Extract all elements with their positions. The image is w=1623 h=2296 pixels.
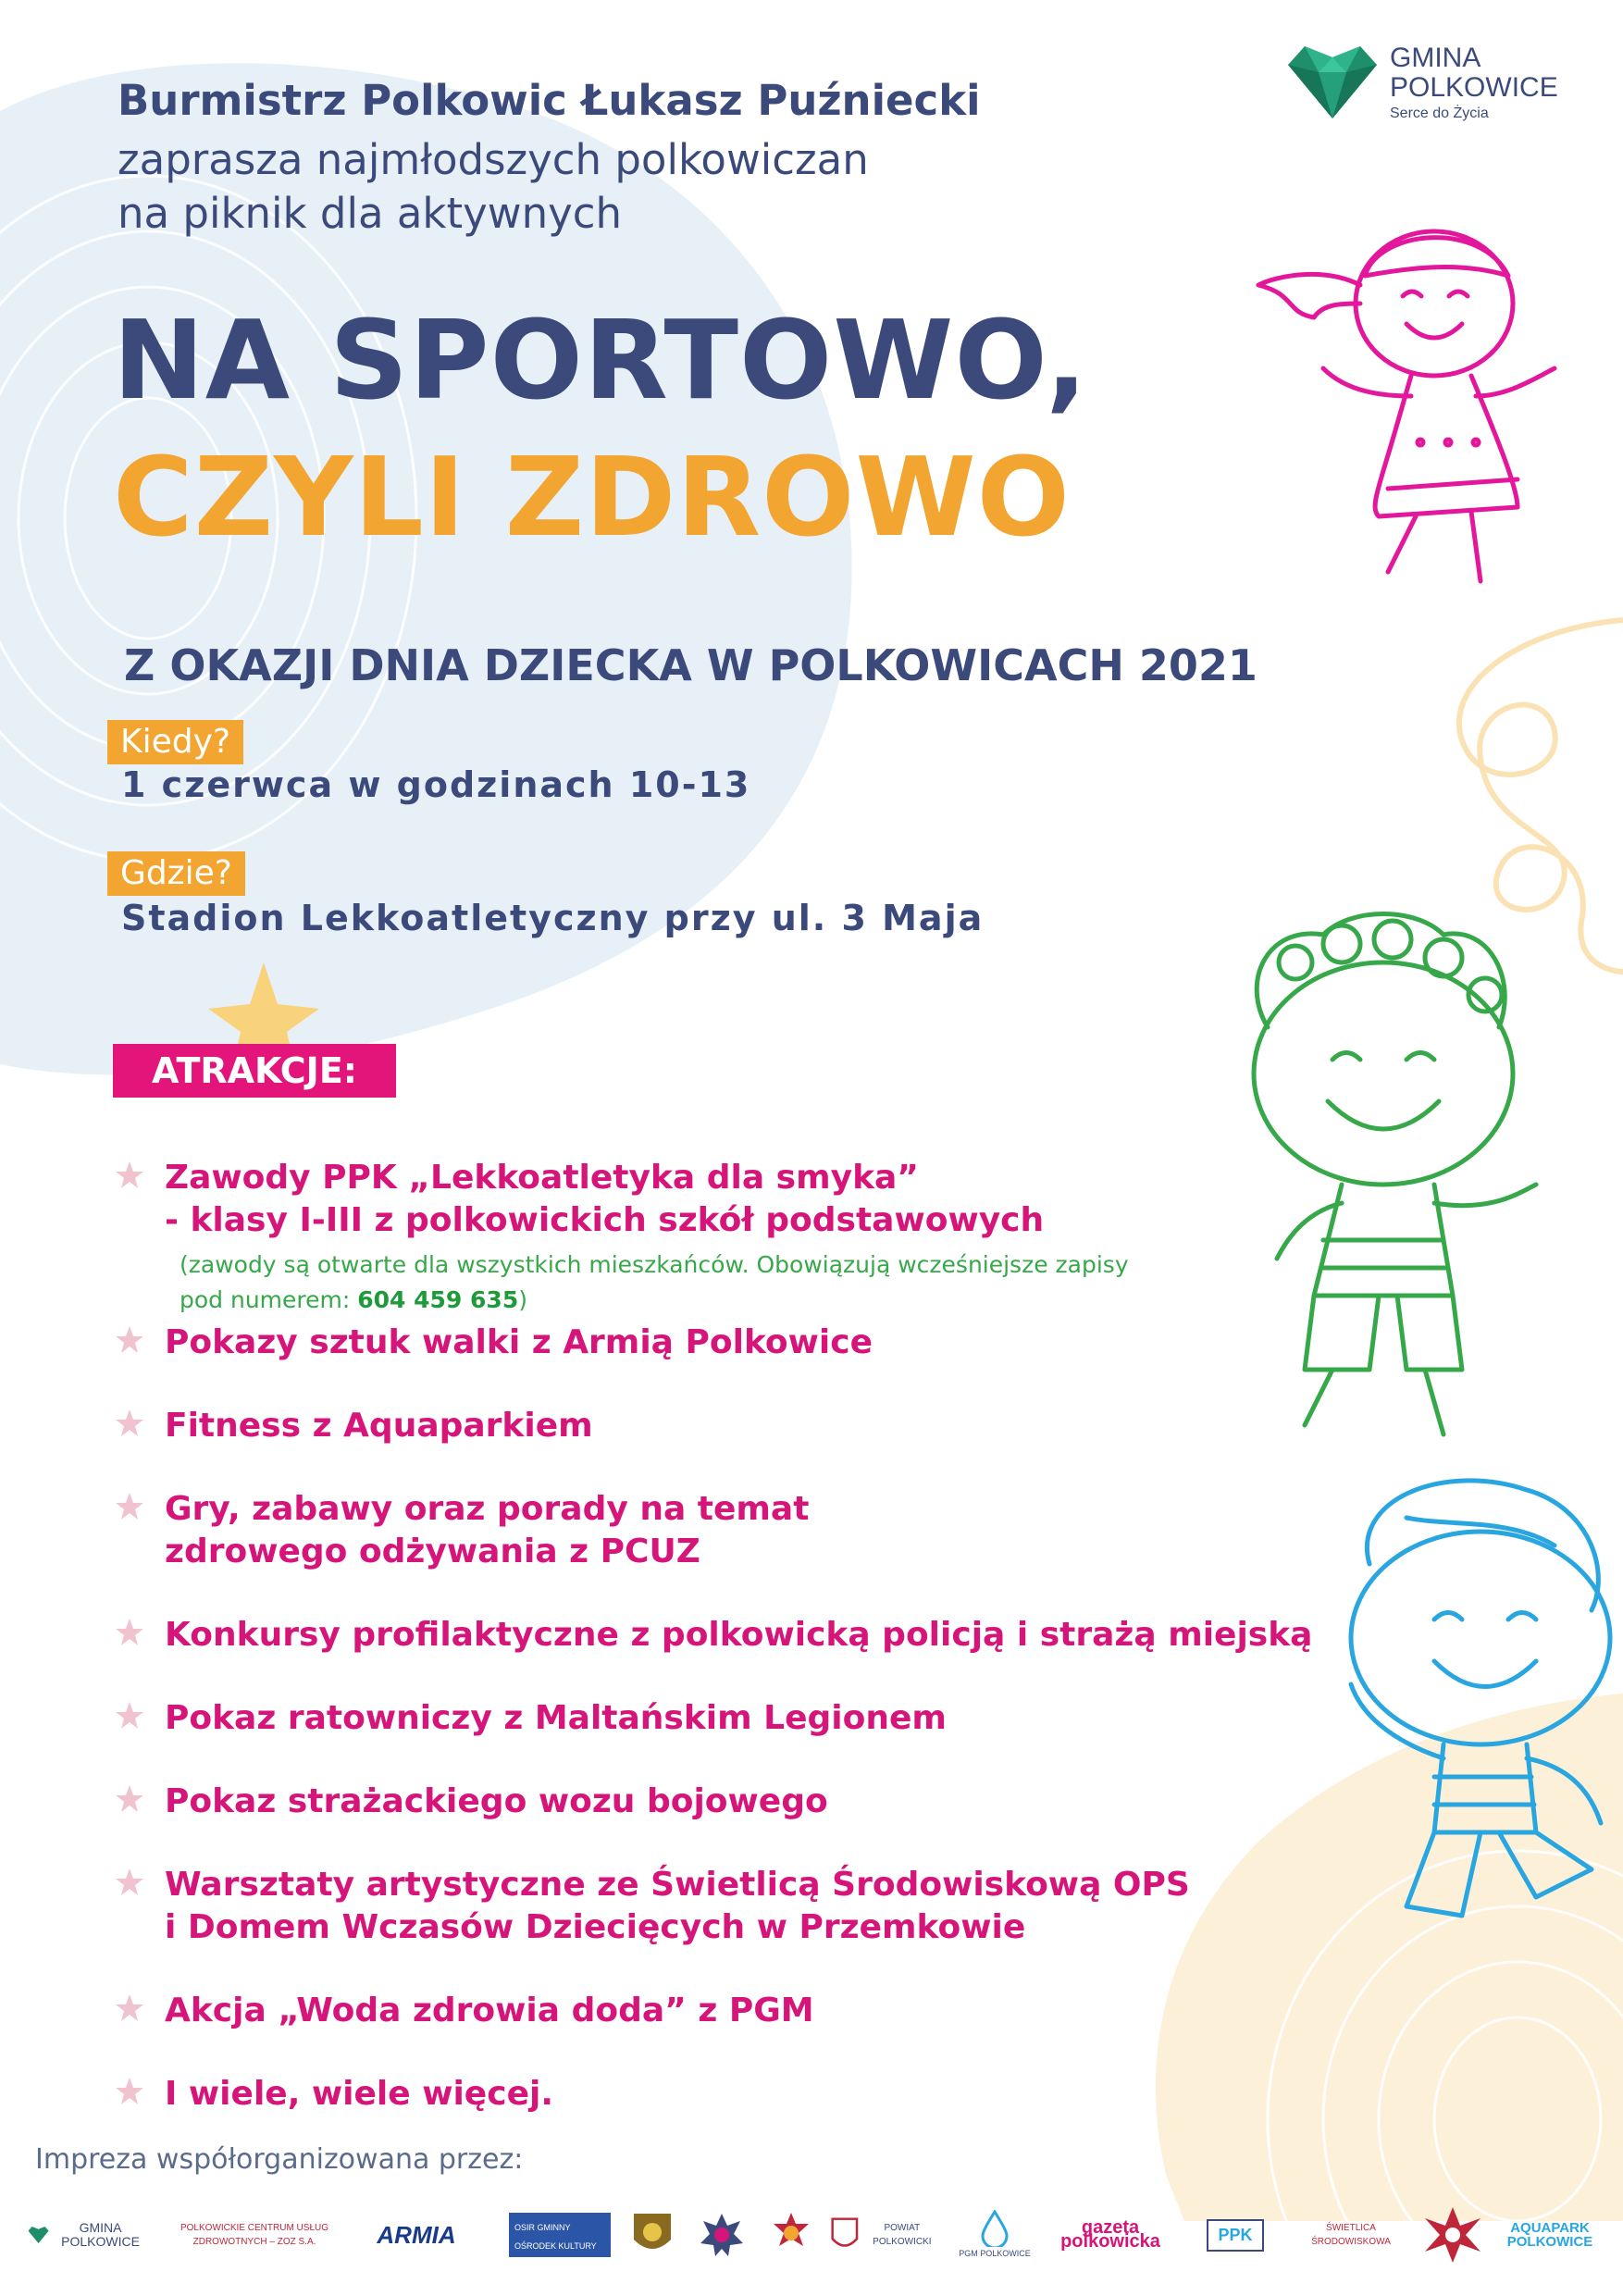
attraction-text: Warsztaty artystyczne ze Świetlicą Środowiskową OPS [165,1866,1190,1904]
sponsor-logo-maltese [1416,2193,1490,2277]
star-icon [115,1784,144,1814]
attractions-heading: ATRAKCJE: [113,1044,396,1098]
sponsor-name: AQUAPARK POLKOWICE [1506,2220,1593,2250]
sponsor-logo-psp [759,2193,824,2277]
fire-brigade-badge [768,2211,814,2259]
girl-illustration [1240,211,1573,600]
water-drop-logo [981,2210,1009,2247]
star-icon [115,1409,144,1438]
star-icon [115,1325,144,1355]
note-suffix: ) [518,1286,527,1313]
star-icon [115,1492,144,1521]
sponsor-logo-osir [509,2193,611,2277]
attraction-text: Gry, zabawy oraz porady na temat [165,1490,810,1528]
sponsor-name: PGM POLKOWICE [959,2248,1031,2258]
star-icon [115,2077,144,2106]
logo-name-line2: POLKOWICE [1390,72,1558,103]
star-icon [115,1993,144,2023]
boy-blue-illustration [1295,1462,1623,1943]
attraction-text: Zawody PPK „Lekkoatletyka dla smyka” [165,1159,919,1197]
gmina-polkowice-logo [1286,41,1582,124]
event-occasion: Z OKAZJI DNIA DZIECKA W POLKOWICACH 2021 [124,640,1258,690]
when-value: 1 czerwca w godzinach 10-13 [121,764,751,805]
phone-number[interactable]: 604 459 635 [357,1286,519,1313]
where-value: Stadion Lekkoatletyczny przy ul. 3 Maja [121,898,985,938]
boy-green-illustration [1212,907,1582,1462]
event-title-line2: CZYLI ZDROWO [113,433,1071,561]
sponsor-name: PPK [1218,2225,1253,2244]
policja-badge [699,2212,745,2258]
attraction-text: Konkursy profilaktyczne z polkowicką policją i strażą miejską [165,1616,1313,1654]
sponsor-name: POWIAT POLKOWICKI [873,2223,932,2247]
sponsor-name: gazeta polkowicka [1060,2217,1160,2252]
star-icon [115,1868,144,1897]
attraction-text: zdrowego odżywania z PCUZ [165,1533,700,1570]
sponsor-name: OSIR GMINNY OŚRODEK KULTURY [514,2223,597,2251]
sponsor-logo-pcuz [167,2193,342,2277]
sponsor-name: ŚWIETLICA ŚRODOWISKOWA [1311,2223,1391,2247]
straz-miejska-badge [632,2212,673,2258]
event-title-line1: NA SPORTOWO, [113,296,1089,424]
sponsor-logo-straz-miejska [625,2193,680,2277]
sponsor-logo-policja [689,2193,754,2277]
attraction-text: - klasy I-III z polkowickich szkół podstawowych [165,1201,1045,1239]
gmina-logo [28,2223,49,2247]
star-icon [115,1701,144,1731]
attraction-text: I wiele, wiele więcej. [165,2075,553,2113]
attraction-note-2 [180,1283,527,1318]
attraction-text: i Domem Wczasów Dziecięcych w Przemkowie [165,1908,1026,1946]
sponsor-logo-swietlica [1295,2193,1406,2277]
when-label: Kiedy? [107,720,243,764]
logo-name-line1: GMINA [1390,43,1481,73]
star-icon [115,1618,144,1647]
organizer-name: Burmistrz Polkowic Łukasz Puźniecki [118,76,981,125]
green-heart-gem-icon [1286,44,1379,120]
sponsor-name: GMINA POLKOWICE [61,2220,140,2249]
sponsor-logo-gazeta [1046,2193,1175,2277]
invitation-line-2: na piknik dla aktywnych [118,189,622,238]
invitation-line: zaprasza najmłodszych polkowiczan [118,135,869,184]
maltese-cross-logo [1423,2205,1482,2265]
sponsor-logo-gmina [28,2193,148,2277]
sponsor-logo-pgm [948,2193,1041,2277]
sponsor-logo-powiat [831,2193,942,2277]
attraction-text: Fitness z Aquaparkiem [165,1407,593,1445]
sponsor-logo-aquapark [1499,2193,1601,2277]
sponsor-name: POLKOWICKIE CENTRUM USŁUG ZDROWOTNYCH – ZOZ S.A. [180,2223,329,2247]
attraction-note: (zawody są otwarte dla wszystkich mieszkańców. Obowiązują wcześniejsze zapisy [180,1251,1129,1278]
logo-tagline: Serce do Życia [1390,105,1489,121]
note-prefix: pod numerem: [180,1286,351,1313]
attraction-text: Pokaz strażackiego wozu bojowego [165,1782,828,1820]
attraction-text: Pokazy sztuk walki z Armią Polkowice [165,1323,873,1361]
star-icon [115,1160,144,1190]
sponsor-logos [28,2193,1601,2277]
attraction-text: Pokaz ratowniczy z Maltańskim Legionem [165,1699,947,1737]
sponsor-logo-ppk [1184,2193,1286,2277]
sponsor-name: ARMIA [377,2220,456,2249]
attraction-text: Akcja „Woda zdrowia doda” z PGM [165,1992,814,2029]
sponsor-logo-armia [352,2193,481,2277]
coorganized-label: Impreza współorganizowana przez: [35,2143,524,2176]
powiat-logo [831,2214,859,2256]
where-label: Gdzie? [107,851,245,896]
